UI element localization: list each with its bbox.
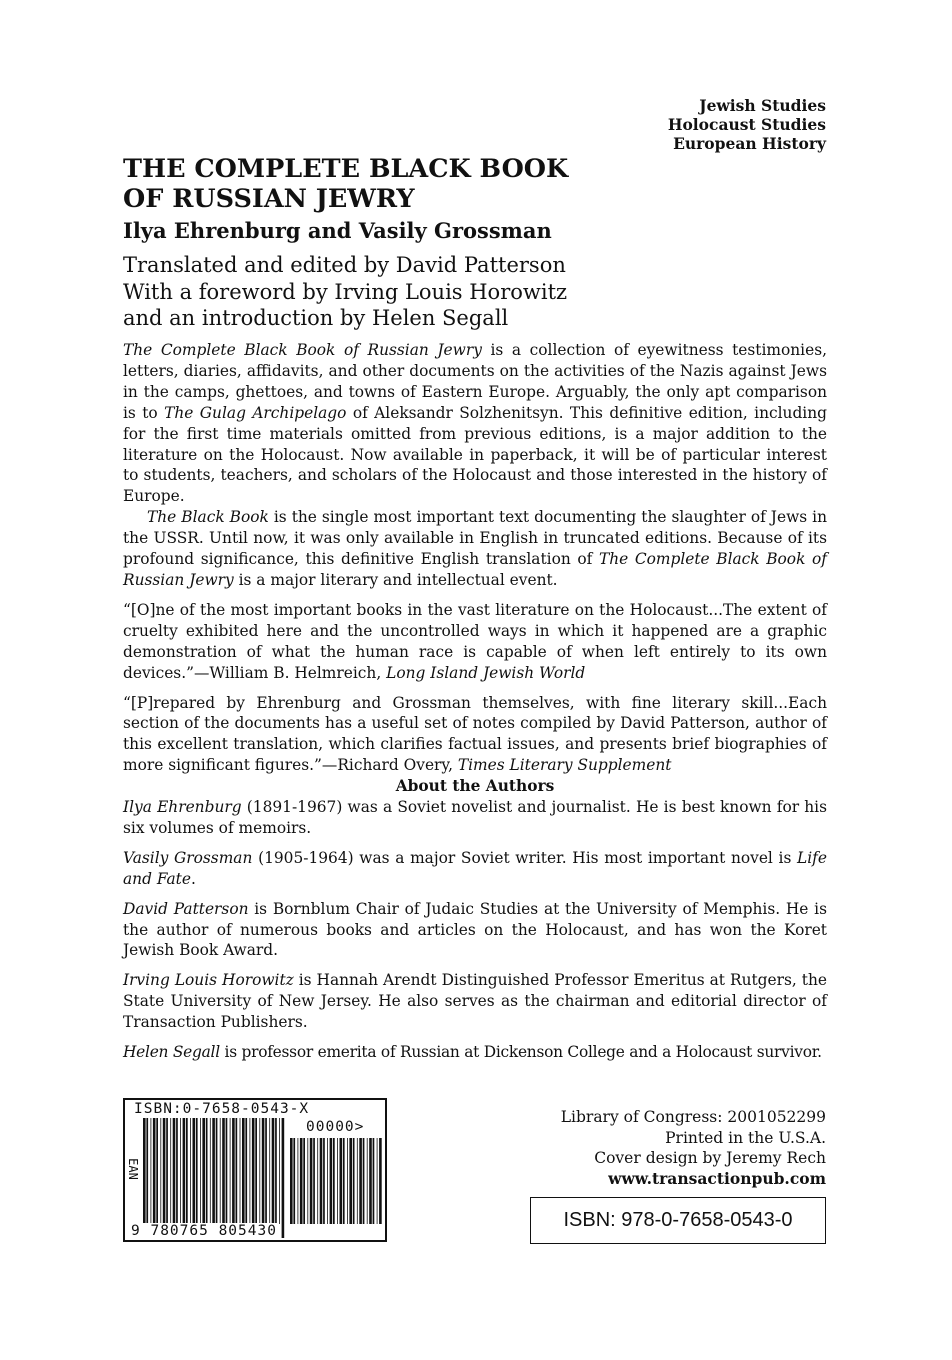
barcode-bar — [293, 1138, 295, 1224]
barcode-bar — [340, 1138, 343, 1224]
barcode-bar — [337, 1138, 338, 1224]
library-of-congress: Library of Congress: 2001052299 — [560, 1108, 826, 1126]
barcode-bar — [193, 1118, 196, 1224]
bio-text: is professor emerita of Russian at Dickenson College and a Holocaust survivor. — [219, 1043, 822, 1062]
barcode-bar — [240, 1118, 241, 1224]
barcode-bar — [290, 1138, 293, 1224]
review-overy — [123, 693, 827, 777]
barcode-bar — [303, 1138, 305, 1224]
barcode-bar — [180, 1118, 181, 1224]
barcode-bar — [200, 1118, 201, 1224]
barcode-bar — [279, 1118, 280, 1224]
credit-introduction: and an introduction by Helen Segall — [123, 306, 509, 330]
publisher-url[interactable]: www.transactionpub.com — [608, 1168, 826, 1188]
bio-text: is Hannah Arendt Distinguished Professor Emeritus at Rutgers, the State University of New Jersey. He also serves as the chairman and editorial director of Transaction Publishers. — [123, 971, 827, 1032]
title-line-2: OF RUSSIAN JEWRY — [123, 184, 415, 214]
cover-design-credit: Cover design by Jeremy Rech — [594, 1149, 826, 1167]
barcode-bar — [220, 1118, 221, 1224]
ean-barcode — [143, 1118, 285, 1238]
barcode-bar — [347, 1138, 348, 1224]
description-paragraph-2 — [123, 507, 827, 591]
bio-name: Irving Louis Horowitz — [123, 971, 294, 990]
barcode-bar — [212, 1118, 215, 1238]
review-quote: “[O]ne of the most important books in the vast literature on the Holocaust...The extent of cruelty exhibited here and the uncontrolled ways in which it happened are a graphic demonstration of what the human race is capable of when left entirely to its own devices.”—William B. Helmreich, — [123, 600, 827, 682]
barcode-bar — [226, 1118, 228, 1224]
book-title-italic: The Complete Black Book of Russian Jewry — [123, 341, 482, 359]
barcode-bar — [186, 1118, 188, 1224]
barcode-bar — [310, 1138, 313, 1224]
bio-name: Ilya Ehrenburg — [123, 798, 242, 817]
barcode-bar — [349, 1138, 352, 1224]
about-authors-heading: About the Authors — [395, 777, 555, 796]
book-authors: Ilya Ehrenburg and Vasily Grossman — [123, 218, 552, 243]
credit-translator: Translated and edited by David Patterson — [123, 253, 566, 277]
barcode-ean-label: EAN — [125, 1158, 140, 1180]
barcode-bar — [202, 1118, 205, 1224]
barcode-bar — [327, 1138, 328, 1224]
barcode-bar — [196, 1118, 198, 1224]
category-european-history: European History — [673, 134, 826, 153]
barcode-bar — [300, 1138, 303, 1224]
barcode-bar — [275, 1118, 277, 1224]
barcode-bar — [230, 1118, 231, 1224]
barcode-bar — [313, 1138, 315, 1224]
book-credits — [123, 252, 643, 332]
barcode-bar — [262, 1118, 265, 1224]
barcode-bar — [307, 1138, 308, 1224]
barcode-bar — [236, 1118, 238, 1224]
review-source: Times Literary Supplement — [457, 756, 672, 775]
bio-text: . — [190, 869, 196, 888]
description-text: is a collection of eyewitness testimonies, letters, diaries, affidavits, and other documents on the activities of the Nazis against Jews in the camps, ghettoes, and towns of Eastern Europe. Arguably, the only apt comparison is to — [123, 341, 827, 422]
barcode-bar — [160, 1118, 161, 1224]
barcode-bar — [222, 1118, 225, 1224]
printed-in: Printed in the U.S.A. — [665, 1128, 826, 1147]
barcode-bar — [357, 1138, 358, 1224]
barcode-bar — [252, 1118, 255, 1224]
barcode-bar — [363, 1138, 365, 1224]
description-text: is a major literary and intellectual event. — [233, 570, 558, 589]
description-text: of Aleksandr Solzhenitsyn. This definitive edition, including for the first time materials omitted from previous editions, is a major addition to the literature on the Holocaust. Now available in paperback, it will be of particular interest to students, teachers, and scholars of the Holocaust and those interested in the history of Europe. — [123, 403, 827, 506]
title-line-1: THE COMPLETE BLACK BOOK — [123, 154, 569, 184]
back-cover-text — [123, 340, 827, 1063]
novel-title-italic: Life and Fate — [123, 848, 827, 888]
barcode-bar — [216, 1118, 218, 1224]
barcode-bar — [166, 1118, 168, 1224]
description-paragraph-1 — [123, 340, 827, 507]
barcode-bar — [265, 1118, 267, 1224]
subject-categories — [600, 96, 826, 153]
barcode-bar — [163, 1118, 166, 1224]
bio-name: Helen Segall — [123, 1043, 220, 1062]
bio-name: Vasily Grossman — [123, 848, 253, 867]
barcode-bar — [272, 1118, 275, 1224]
barcode-bar — [369, 1138, 372, 1224]
bio-text: (1905-1964) was a major Soviet writer. His most important novel is — [252, 848, 798, 867]
barcode-bar — [373, 1138, 375, 1224]
bio-patterson — [123, 899, 827, 962]
barcode-bar — [183, 1118, 186, 1224]
barcode-bar — [367, 1138, 368, 1224]
bio-name: David Patterson — [123, 899, 249, 918]
barcode-bar — [146, 1118, 148, 1238]
bio-text: (1891-1967) was a Soviet novelist and journalist. He is best known for his six volumes of memoirs. — [123, 798, 827, 837]
barcode-bar — [330, 1138, 333, 1224]
barcode-bar — [242, 1118, 245, 1224]
bio-text: is Bornblum Chair of Judaic Studies at the University of Memphis. He is the author of numerous books and articles on the Holocaust, and has won the Koret Jewish Book Award. — [123, 899, 827, 960]
category-jewish-studies: Jewish Studies — [699, 96, 826, 115]
barcode-bar — [359, 1138, 362, 1224]
black-book-italic: The Black Book — [147, 508, 269, 527]
author-bios — [123, 797, 827, 1063]
bio-ehrenburg — [123, 797, 827, 839]
barcode-bar — [323, 1138, 325, 1224]
barcode-bar — [282, 1118, 285, 1238]
barcode-bar — [379, 1138, 382, 1224]
barcode-addon-text: 00000> — [306, 1119, 365, 1135]
barcode-bar — [190, 1118, 191, 1224]
addon-barcode — [290, 1138, 382, 1238]
barcode-bar — [353, 1138, 355, 1224]
book-title — [123, 154, 643, 214]
review-source: Long Island Jewish World — [386, 663, 586, 682]
barcode-bar — [232, 1118, 235, 1224]
barcode-bar — [245, 1118, 247, 1224]
bio-horowitz — [123, 970, 827, 1033]
barcode-bar — [153, 1118, 156, 1224]
barcode-bar — [156, 1118, 158, 1224]
bio-grossman — [123, 848, 827, 890]
barcode-bar — [269, 1118, 270, 1224]
barcode-bar — [143, 1118, 146, 1238]
book-title-italic: The Complete Black Book of Russian Jewry — [123, 550, 827, 589]
barcode-bar — [298, 1138, 299, 1224]
description-text: is the single most important text documenting the slaughter of Jews in the USSR. Until now, it was only available in English in truncated editions. Because of its profound significance, this definitive English translation of — [123, 508, 827, 569]
gulag-title-italic: The Gulag Archipelago — [164, 403, 347, 422]
review-quote: “[P]repared by Ehrenburg and Grossman themselves, with fine literary skill...Each section of the documents has a useful set of notes compiled by David Patterson, author of this excellent translation, which clarifies factual issues, and presents brief biographies of more significant figures.”—Richard Overy, — [123, 693, 827, 775]
barcode-bar — [250, 1118, 251, 1224]
barcode-bar — [333, 1138, 335, 1224]
bio-segall — [123, 1042, 827, 1063]
barcode-bar — [176, 1118, 178, 1224]
isbn-13-box: ISBN: 978-0-7658-0543-0 — [530, 1197, 826, 1244]
barcode-ean-digits: 9 780765 805430 — [131, 1223, 277, 1239]
review-helmreich — [123, 600, 827, 684]
barcode-bar — [206, 1118, 208, 1224]
credit-foreword: With a foreword by Irving Louis Horowitz — [123, 279, 568, 304]
barcode-bar — [151, 1118, 152, 1224]
barcode-bar — [320, 1138, 323, 1224]
barcode-bar — [210, 1118, 211, 1238]
barcode-bar — [377, 1138, 378, 1224]
barcode-isbn-text: ISBN:0-7658-0543-X — [134, 1101, 310, 1117]
barcode-bar — [255, 1118, 257, 1224]
barcode-bar — [173, 1118, 176, 1224]
category-holocaust-studies: Holocaust Studies — [667, 115, 826, 134]
barcode-bar — [317, 1138, 318, 1224]
publisher-info — [520, 1107, 826, 1189]
barcode-bar — [170, 1118, 171, 1224]
barcode-bar — [259, 1118, 260, 1224]
barcode-bar — [343, 1138, 345, 1224]
